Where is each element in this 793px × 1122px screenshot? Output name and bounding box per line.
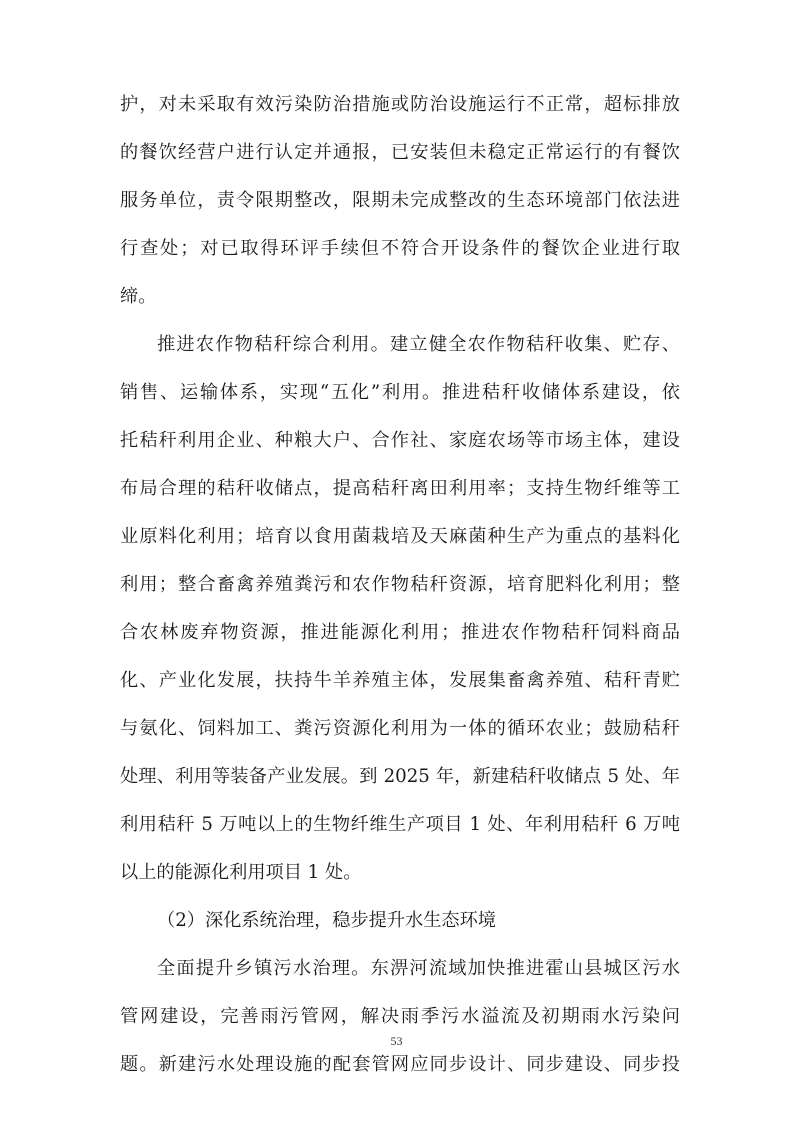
text-line: 合农林废弃物资源，推进能源化利用；推进农作物秸秆饲料商品 xyxy=(120,622,680,643)
paragraph-first-line: 推进农作物秸秆综合利用。建立健全农作物秸秆收集、贮存、 xyxy=(157,334,680,355)
text-line: 托秸秆利用企业、种粮大户、合作社、家庭农场等市场主体，建设 xyxy=(120,430,680,451)
text-line: 的餐饮经营户进行认定并通报，已安装但未稳定正常运行的有餐饮 xyxy=(120,142,680,163)
text-line: 处理、利用等装备产业发展。到 2025 年，新建秸秆收储点 5 处、年 xyxy=(120,766,680,787)
text-line: 利用；整合畜禽养殖粪污和农作物秸秆资源，培育肥料化利用；整 xyxy=(120,574,680,595)
text-line: 化、产业化发展，扶持牛羊养殖主体，发展集畜禽养殖、秸秆青贮 xyxy=(120,670,680,691)
page-number: 53 xyxy=(390,1034,403,1048)
text-line: 缔。 xyxy=(120,286,157,307)
text-line: 管网建设，完善雨污管网，解决雨季污水溢流及初期雨水污染问 xyxy=(120,1006,680,1027)
text-line: 行查处；对已取得环评手续但不符合开设条件的餐饮企业进行取 xyxy=(120,238,680,259)
text-line: 题。新建污水处理设施的配套管网应同步设计、同步建设、同步投 xyxy=(120,1054,680,1075)
paragraph-first-line: 全面提升乡镇污水治理。东淠河流域加快推进霍山县城区污水 xyxy=(157,958,680,979)
text-line: 布局合理的秸秆收储点，提高秸秆离田利用率；支持生物纤维等工 xyxy=(120,478,680,499)
text-line: 利用秸秆 5 万吨以上的生物纤维生产项目 1 处、年利用秸秆 6 万吨 xyxy=(120,814,680,835)
text-line: 销售、运输体系，实现“五化”利用。推进秸秆收储体系建设，依 xyxy=(120,382,680,403)
text-line: 与氨化、饲料加工、粪污资源化利用为一体的循环农业；鼓励秸秆 xyxy=(120,718,680,739)
section-heading: （2）深化系统治理，稳步提升水生态环境 xyxy=(157,910,496,931)
text-line: 业原料化利用；培育以食用菌栽培及天麻菌种生产为重点的基料化 xyxy=(120,526,680,547)
text-line: 服务单位，责令限期整改，限期未完成整改的生态环境部门依法进 xyxy=(120,190,680,211)
text-line: 护，对未采取有效污染防治措施或防治设施运行不正常，超标排放 xyxy=(120,94,680,115)
text-line: 以上的能源化利用项目 1 处。 xyxy=(120,862,362,883)
